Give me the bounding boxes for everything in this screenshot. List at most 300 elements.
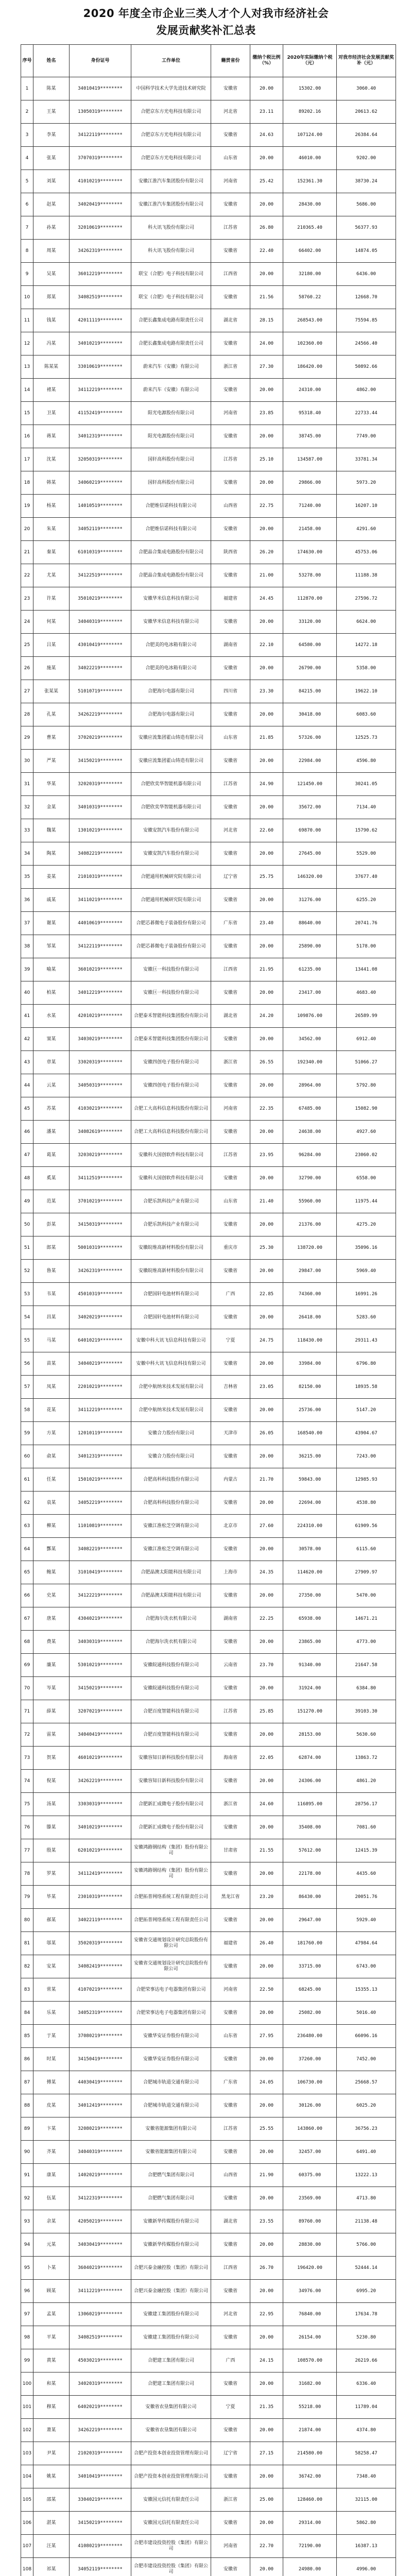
cell-id: 62010219******** <box>70 1839 131 1862</box>
cell-province: 河北省 <box>211 2303 250 2326</box>
cell-province: 安徽省 <box>211 1816 250 1839</box>
cell-award: 5529.00 <box>337 842 396 866</box>
cell-no: 73 <box>21 1747 33 1770</box>
cell-income: 15302.00 <box>283 77 337 100</box>
cell-income: 25890.00 <box>283 935 337 958</box>
cell-province: 安徽省 <box>211 2465 250 2488</box>
table-row <box>21 1144 396 1167</box>
cell-id: 34022219******** <box>70 657 131 680</box>
cell-unit: 安徽安凯汽车股份有限公司 <box>131 842 211 866</box>
table-row <box>21 263 396 286</box>
cell-rate: 21.85 <box>250 726 283 750</box>
cell-province: 安徽省 <box>211 657 250 680</box>
cell-income: 32790.00 <box>283 1167 337 1190</box>
cell-province: 安徽省 <box>211 471 250 495</box>
cell-no: 69 <box>21 1654 33 1677</box>
cell-unit: 安徽国元信托有限责任公司 <box>131 2488 211 2512</box>
cell-name: 余某 <box>33 2210 70 2233</box>
cell-award: 20741.76 <box>337 912 396 935</box>
cell-income: 29314.00 <box>283 2512 337 2535</box>
table-row <box>21 703 396 726</box>
cell-province: 浙江省 <box>211 1793 250 1816</box>
cell-award: 20051.76 <box>337 1886 396 1909</box>
cell-province: 福建省 <box>211 1932 250 1955</box>
cell-province: 甘肃省 <box>211 1839 250 1862</box>
cell-income: 33120.00 <box>283 611 337 634</box>
cell-award: 20613.62 <box>337 100 396 124</box>
cell-id: 37010219******** <box>70 1190 131 1213</box>
cell-id: 34030319******** <box>70 1631 131 1654</box>
cell-income: 33715.00 <box>283 1955 337 1978</box>
cell-unit: 合肥高科科技股份有限公司 <box>131 1468 211 1492</box>
cell-rate: 24.90 <box>250 773 283 796</box>
cell-id: 34112219******** <box>70 379 131 402</box>
table-row <box>21 2187 396 2210</box>
table-row <box>21 1352 396 1376</box>
cell-award: 24566.40 <box>337 332 396 355</box>
cell-rate: 20.00 <box>250 263 283 286</box>
cell-no: 49 <box>21 1190 33 1213</box>
cell-name: 贺某 <box>33 1747 70 1770</box>
cell-no: 99 <box>21 2349 33 2372</box>
cell-income: 89760.00 <box>283 2210 337 2233</box>
cell-province: 安徽省 <box>211 703 250 726</box>
cell-id: 64010219******** <box>70 1329 131 1352</box>
cell-award: 45753.06 <box>337 541 396 564</box>
table-row <box>21 1723 396 1747</box>
cell-name: 尹某 <box>33 2442 70 2465</box>
cell-province: 四川省 <box>211 680 250 703</box>
cell-no: 33 <box>21 819 33 842</box>
cell-income: 36742.00 <box>283 2465 337 2488</box>
cell-id: 34010319******** <box>70 796 131 819</box>
cell-name: 孙某 <box>33 216 70 240</box>
cell-unit: 合肥长鑫集成电路有限责任公司 <box>131 309 211 332</box>
cell-id: 37070319******** <box>70 147 131 170</box>
cell-province: 安徽省 <box>211 1028 250 1051</box>
cell-award: 7348.40 <box>337 2465 396 2488</box>
table-header-row <box>21 45 396 77</box>
table-row <box>21 1839 396 1862</box>
cell-rate: 21.40 <box>250 1190 283 1213</box>
cell-award: 5766.00 <box>337 2233 396 2257</box>
cell-unit: 合肥高科科技股份有限公司 <box>131 1492 211 1515</box>
cell-province: 河南省 <box>211 170 250 193</box>
cell-province: 江苏省 <box>211 1700 250 1723</box>
cell-rate: 20.00 <box>250 2512 283 2535</box>
cell-unit: 安徽皖通科技股份有限公司 <box>131 1677 211 1700</box>
cell-unit: 安徽省能源集团有限公司 <box>131 2141 211 2164</box>
table-row <box>21 2419 396 2442</box>
cell-name: 殷某 <box>33 1839 70 1862</box>
cell-award: 13441.08 <box>337 958 396 981</box>
table-row <box>21 1700 396 1723</box>
cell-name: 姜某 <box>33 866 70 889</box>
table-row <box>21 1468 396 1492</box>
cell-income: 35672.00 <box>283 796 337 819</box>
cell-award: 7243.00 <box>337 1445 396 1468</box>
cell-name: 岑某 <box>33 1677 70 1700</box>
cell-rate: 20.00 <box>250 1816 283 1839</box>
cell-province: 湖南省 <box>211 634 250 657</box>
cell-award: 5792.80 <box>337 1074 396 1097</box>
cell-rate: 25.85 <box>250 1700 283 1723</box>
cell-rate: 20.00 <box>250 1028 283 1051</box>
cell-rate: 20.00 <box>250 1909 283 1932</box>
cell-income: 68245.00 <box>283 1978 337 2002</box>
cell-income: 24310.00 <box>283 379 337 402</box>
cell-award: 6743.00 <box>337 1955 396 1978</box>
cell-rate: 24.63 <box>250 124 283 147</box>
cell-name: 孟某 <box>33 2303 70 2326</box>
cell-name: 康某 <box>33 2164 70 2187</box>
cell-award: 13863.72 <box>337 1747 396 1770</box>
table-row <box>21 2326 396 2349</box>
cell-no: 29 <box>21 726 33 750</box>
cell-unit: 合肥兴泰金融控股（集团）有限公司 <box>131 2280 211 2303</box>
cell-award: 36756.23 <box>337 2117 396 2141</box>
cell-name: 葛某 <box>33 1144 70 1167</box>
cell-name: 苗某 <box>33 1352 70 1376</box>
cell-no: 45 <box>21 1097 33 1121</box>
cell-rate: 20.00 <box>250 1955 283 1978</box>
cell-name: 方某 <box>33 1422 70 1445</box>
cell-no: 82 <box>21 1955 33 1978</box>
cell-id: 42050219******** <box>70 2210 131 2233</box>
cell-rate: 24.15 <box>250 2349 283 2372</box>
cell-rate: 20.00 <box>250 2326 283 2349</box>
cell-id: 34052119******** <box>70 2558 131 2576</box>
table-row <box>21 2094 396 2117</box>
cell-name: 华某 <box>33 773 70 796</box>
table-row <box>21 1329 396 1352</box>
cell-unit: 合肥泰禾智能科技集团股份有限公司 <box>131 1005 211 1028</box>
cell-rate: 21.55 <box>250 1839 283 1862</box>
cell-rate: 20.00 <box>250 889 283 912</box>
cell-income: 23569.00 <box>283 2187 337 2210</box>
cell-no: 97 <box>21 2303 33 2326</box>
cell-income: 224310.00 <box>283 1515 337 1538</box>
cell-id: 34150419******** <box>70 2048 131 2071</box>
cell-name: 唐某 <box>33 1607 70 1631</box>
cell-unit: 安徽鸿路钢结构（集团）股份有限公司 <box>131 1839 211 1862</box>
cell-no: 88 <box>21 2094 33 2117</box>
cell-no: 77 <box>21 1839 33 1862</box>
cell-income: 71240.00 <box>283 495 337 518</box>
cell-province: 江苏省 <box>211 773 250 796</box>
cell-province: 安徽省 <box>211 2233 250 2257</box>
cell-name: 任某 <box>33 1468 70 1492</box>
cell-award: 6558.00 <box>337 1167 396 1190</box>
cell-rate: 20.00 <box>250 657 283 680</box>
cell-id: 35020319******** <box>70 1932 131 1955</box>
table-row <box>21 773 396 796</box>
cell-rate: 20.00 <box>250 2558 283 2576</box>
cell-name: 蒋某 <box>33 425 70 448</box>
cell-unit: 安徽国元信托有限责任公司 <box>131 2512 211 2535</box>
cell-unit: 安徽皖通科技股份有限公司 <box>131 1654 211 1677</box>
table-row <box>21 518 396 541</box>
cell-id: 42011119******** <box>70 309 131 332</box>
cell-no: 52 <box>21 1260 33 1283</box>
cell-no: 91 <box>21 2164 33 2187</box>
cell-rate: 20.00 <box>250 77 283 100</box>
cell-name: 凤某 <box>33 1376 70 1399</box>
cell-province: 安徽省 <box>211 889 250 912</box>
cell-no: 81 <box>21 1932 33 1955</box>
cell-no: 106 <box>21 2512 33 2535</box>
cell-name: 时某 <box>33 2048 70 2071</box>
cell-income: 59843.00 <box>283 1468 337 1492</box>
cell-no: 51 <box>21 1236 33 1260</box>
cell-award: 7749.00 <box>337 425 396 448</box>
cell-award: 7452.00 <box>337 2048 396 2071</box>
cell-no: 63 <box>21 1515 33 1538</box>
table-row <box>21 2210 396 2233</box>
table-row <box>21 866 396 889</box>
cell-name: 赵某 <box>33 193 70 216</box>
table-row <box>21 2303 396 2326</box>
cell-rate: 20.00 <box>250 1770 283 1793</box>
cell-id: 14020219******** <box>70 2164 131 2187</box>
cell-rate: 20.00 <box>250 703 283 726</box>
cell-rate: 20.00 <box>250 1306 283 1329</box>
cell-province: 江西省 <box>211 2257 250 2280</box>
cell-income: 31924.00 <box>283 1677 337 1700</box>
cell-rate: 25.42 <box>250 170 283 193</box>
cell-unit: 合肥海尔洗衣机有限公司 <box>131 1631 211 1654</box>
cell-unit: 合肥芯碁微电子装备股份有限公司 <box>131 912 211 935</box>
table-row <box>21 2141 396 2164</box>
cell-no: 93 <box>21 2210 33 2233</box>
cell-rate: 21.90 <box>250 2164 283 2187</box>
cell-province: 安徽省 <box>211 750 250 773</box>
cell-rate: 23.40 <box>250 912 283 935</box>
cell-income: 112870.00 <box>283 587 337 611</box>
cell-id: 34262219******** <box>70 703 131 726</box>
cell-income: 236480.00 <box>283 2025 337 2048</box>
table-row <box>21 355 396 379</box>
cell-province: 安徽省 <box>211 796 250 819</box>
cell-province: 安徽省 <box>211 1352 250 1376</box>
cell-name: 祁某 <box>33 2558 70 2576</box>
cell-province: 江苏省 <box>211 216 250 240</box>
cell-rate: 22.05 <box>250 1747 283 1770</box>
cell-id: 34030419******** <box>70 2233 131 2257</box>
cell-rate: 24.75 <box>250 1329 283 1352</box>
cell-id: 34012219******** <box>70 981 131 1005</box>
cell-award: 6491.40 <box>337 2141 396 2164</box>
cell-province: 山西省 <box>211 2164 250 2187</box>
cell-income: 108570.00 <box>283 2349 337 2372</box>
cell-unit: 安徽华米信息科技有限公司 <box>131 611 211 634</box>
cell-province: 江苏省 <box>211 1144 250 1167</box>
cell-income: 22984.00 <box>283 750 337 773</box>
cell-id: 34262219******** <box>70 2419 131 2442</box>
cell-province: 湖北省 <box>211 309 250 332</box>
cell-no: 42 <box>21 1028 33 1051</box>
cell-award: 6384.80 <box>337 1677 396 1700</box>
cell-unit: 合肥国轩电池材料有限公司 <box>131 1306 211 1329</box>
cell-rate: 23.55 <box>250 2210 283 2233</box>
cell-province: 山东省 <box>211 147 250 170</box>
cell-province: 福建省 <box>211 587 250 611</box>
cell-income: 55218.00 <box>283 2396 337 2419</box>
cell-unit: 合肥城市轨道交通有限公司 <box>131 2071 211 2094</box>
cell-rate: 20.00 <box>250 2048 283 2071</box>
cell-income: 25736.00 <box>283 1399 337 1422</box>
cell-no: 105 <box>21 2488 33 2512</box>
table-row <box>21 1747 396 1770</box>
cell-no: 65 <box>21 1561 33 1584</box>
cell-name: 马某 <box>33 1329 70 1352</box>
cell-no: 76 <box>21 1816 33 1839</box>
cell-rate: 20.00 <box>250 1584 283 1607</box>
cell-unit: 联宝（合肥）电子科技有限公司 <box>131 286 211 309</box>
cell-no: 32 <box>21 796 33 819</box>
cell-rate: 20.00 <box>250 2187 283 2210</box>
cell-unit: 安徽江淮松芝空调有限公司 <box>131 1538 211 1561</box>
table-row <box>21 1515 396 1538</box>
cell-id: 13010219******** <box>70 819 131 842</box>
cell-rate: 20.00 <box>250 2465 283 2488</box>
cell-income: 58760.22 <box>283 286 337 309</box>
cell-unit: 安徽科大国创软件科技有限公司 <box>131 1167 211 1190</box>
cell-name: 潘某 <box>33 1121 70 1144</box>
cell-income: 28153.00 <box>283 1723 337 1747</box>
cell-award: 43904.67 <box>337 1422 396 1445</box>
cell-name: 常某 <box>33 1978 70 2002</box>
cell-id: 37080219******** <box>70 2025 131 2048</box>
cell-id: 34050319******** <box>70 1074 131 1097</box>
cell-rate: 22.40 <box>250 240 283 263</box>
cell-id: 34262319******** <box>70 240 131 263</box>
cell-income: 168540.00 <box>283 1422 337 1445</box>
cell-id: 32020319******** <box>70 773 131 796</box>
cell-no: 50 <box>21 1213 33 1236</box>
cell-rate: 24.45 <box>250 587 283 611</box>
cell-award: 5686.00 <box>337 193 396 216</box>
cell-no: 28 <box>21 703 33 726</box>
cell-rate: 20.00 <box>250 1538 283 1561</box>
cell-income: 66402.00 <box>283 240 337 263</box>
cell-income: 24980.00 <box>283 2558 337 2576</box>
cell-name: 何某 <box>33 611 70 634</box>
cell-unit: 合肥通用机械研究院有限公司 <box>131 889 211 912</box>
cell-id: 53010219******** <box>70 1654 131 1677</box>
cell-income: 61235.00 <box>283 958 337 981</box>
cell-award: 6025.20 <box>337 2094 396 2117</box>
cell-name: 章某 <box>33 1051 70 1074</box>
cell-rate: 25.75 <box>250 866 283 889</box>
title-line-2: 发展贡献奖补汇总表 <box>156 24 256 37</box>
cell-award: 4683.40 <box>337 981 396 1005</box>
table-row <box>21 1978 396 2002</box>
cell-rate: 20.00 <box>250 1121 283 1144</box>
cell-unit: 合肥工大高科信息科技股份有限公司 <box>131 1121 211 1144</box>
cell-no: 14 <box>21 379 33 402</box>
cell-rate: 23.70 <box>250 1654 283 1677</box>
cell-unit: 合肥京东方光电科技有限公司 <box>131 100 211 124</box>
table-row <box>21 2396 396 2419</box>
cell-name: 黄某 <box>33 2349 70 2372</box>
table-row <box>21 1399 396 1422</box>
cell-id: 15010219******** <box>70 1468 131 1492</box>
cell-no: 58 <box>21 1399 33 1422</box>
cell-name: 廉某 <box>33 1654 70 1677</box>
cell-id: 34052319******** <box>70 2002 131 2025</box>
table-row <box>21 796 396 819</box>
cell-award: 11188.38 <box>337 564 396 587</box>
cell-name: 柏某 <box>33 981 70 1005</box>
cell-award: 12985.93 <box>337 1468 396 1492</box>
cell-award: 6912.40 <box>337 1028 396 1051</box>
cell-unit: 合肥京东方光电科技有限公司 <box>131 147 211 170</box>
cell-province: 安徽省 <box>211 564 250 587</box>
cell-province: 黑龙江省 <box>211 1886 250 1909</box>
cell-rate: 21.95 <box>250 958 283 981</box>
cell-no: 57 <box>21 1376 33 1399</box>
cell-name: 陈某某 <box>33 355 70 379</box>
cell-name: 窦某 <box>33 1028 70 1051</box>
cell-rate: 27.30 <box>250 355 283 379</box>
cell-rate: 24.00 <box>250 332 283 355</box>
cell-name: 乐某 <box>33 2002 70 2025</box>
cell-income: 86430.00 <box>283 1886 337 1909</box>
table-row <box>21 2071 396 2094</box>
table-row <box>21 309 396 332</box>
cell-province: 山东省 <box>211 726 250 750</box>
table-row <box>21 1770 396 1793</box>
cell-rate: 27.95 <box>250 2025 283 2048</box>
cell-id: 61010319******** <box>70 541 131 564</box>
cell-province: 安徽省 <box>211 1445 250 1468</box>
table-row <box>21 495 396 518</box>
cell-income: 22178.00 <box>283 1862 337 1886</box>
cell-rate: 20.00 <box>250 2372 283 2396</box>
cell-income: 29647.00 <box>283 1909 337 1932</box>
cell-award: 47984.64 <box>337 1932 396 1955</box>
cell-award: 35096.16 <box>337 1236 396 1260</box>
cell-name: 薛某 <box>33 1700 70 1723</box>
cell-no: 31 <box>21 773 33 796</box>
table-row <box>21 332 396 355</box>
cell-award: 30241.05 <box>337 773 396 796</box>
cell-id: 32080219******** <box>70 2117 131 2141</box>
cell-award: 9202.00 <box>337 147 396 170</box>
cell-id: 34150219******** <box>70 2512 131 2535</box>
cell-award: 16387.13 <box>337 2535 396 2558</box>
cell-unit: 安徽巨一科技股份有限公司 <box>131 958 211 981</box>
cell-name: 张某 <box>33 147 70 170</box>
table-row <box>21 1422 396 1445</box>
table-row <box>21 147 396 170</box>
cell-income: 121450.00 <box>283 773 337 796</box>
cell-rate: 26.20 <box>250 541 283 564</box>
cell-no: 18 <box>21 471 33 495</box>
cell-unit: 合肥海尔电器有限公司 <box>131 703 211 726</box>
cell-income: 65938.00 <box>283 1607 337 1631</box>
cell-award: 26384.64 <box>337 124 396 147</box>
cell-no: 4 <box>21 147 33 170</box>
cell-id: 31010419******** <box>70 1561 131 1584</box>
cell-income: 30418.00 <box>283 703 337 726</box>
cell-unit: 合肥泰禾智能科技集团股份有限公司 <box>131 1028 211 1051</box>
cell-id: 51010719******** <box>70 680 131 703</box>
cell-province: 安徽省 <box>211 1306 250 1329</box>
cell-name: 昌某 <box>33 1306 70 1329</box>
cell-id: 34012319******** <box>70 1445 131 1468</box>
